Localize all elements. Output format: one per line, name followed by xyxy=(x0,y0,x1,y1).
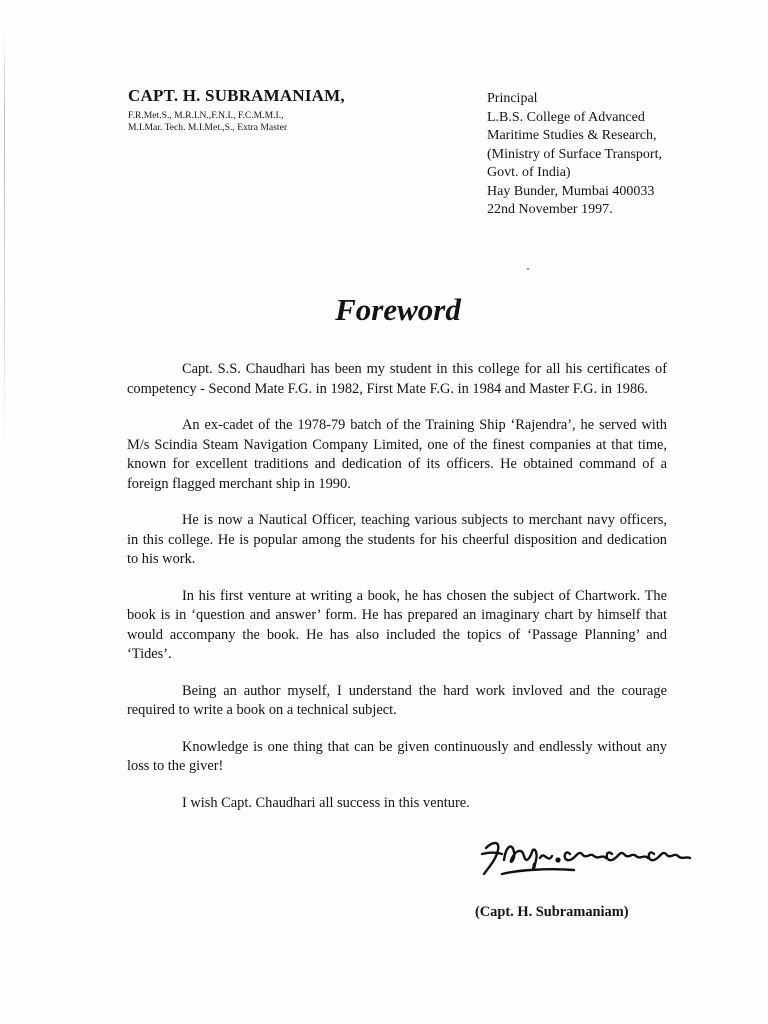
address-line-4: (Ministry of Surface Transport, xyxy=(487,146,662,162)
scan-speck xyxy=(527,268,529,270)
paragraph-7: I wish Capt. Chaudhari all success in this venture. xyxy=(182,794,470,811)
paragraph-4: In his first venture at writing a book, he has chosen the subject of Chartwork. The book is in ‘question and answer’ form. He has prepared an imaginary chart by himself that would accompany the book. He has also included the topics of ‘Passage Planning’ and ‘Tides’. xyxy=(127,587,667,662)
letterhead-author xyxy=(128,86,448,133)
letterhead-address xyxy=(487,90,747,220)
address-line-5: Govt. of India) xyxy=(487,165,571,180)
credentials-line-2: M.I.Mar. Tech. M.I.Met.,S., Extra Master xyxy=(128,121,288,133)
scan-edge-shadow xyxy=(4,30,5,450)
address-line-6: Hay Bunder, Mumbai 400033 xyxy=(487,183,655,199)
credentials-line-1: F.R.Met.S., M.R.I.N.,F.N.I., F.C.M.M.I., xyxy=(128,110,284,121)
foreword-body xyxy=(127,360,667,830)
address-line-2: L.B.S. College of Advanced xyxy=(487,109,645,125)
page-title: Foreword xyxy=(335,292,461,327)
paragraph-6: Knowledge is one thing that can be given continuously and endlessly without any loss to the giver! xyxy=(127,738,667,774)
signatory-name: (Capt. H. Subramaniam) xyxy=(475,904,629,920)
paragraph-1: Capt. S.S. Chaudhari has been my student in this college for all his certificates of competency - Second Mate F.G. in 1982, First Mate F.G. in 1984 and Master F.G. in 1986. xyxy=(127,361,667,397)
author-name: CAPT. H. SUBRAMANIAM, xyxy=(128,86,345,105)
paragraph-5: Being an author myself, I understand the hard work invloved and the courage required to write a book on a technical subject. xyxy=(127,682,667,718)
letter-date: 22nd November 1997. xyxy=(487,202,613,217)
address-line-3: Maritime Studies & Research, xyxy=(487,128,657,143)
paragraph-3: He is now a Nautical Officer, teaching various subjects to merchant navy officers, in this college. He is popular among the students for his cheerful disposition and dedication to his work. xyxy=(127,512,667,567)
paragraph-2: An ex-cadet of the 1978-79 batch of the Training Ship ‘Rajendra’, he served with M/s Scindia Steam Navigation Company Limited, one of the finest companies at that time, known for excellent traditions and dedication of its officers. He obtained command of a foreign flagged merchant ship in 1990. xyxy=(127,417,667,492)
address-line-1: Principal xyxy=(487,91,538,106)
handwritten-signature xyxy=(478,830,698,880)
